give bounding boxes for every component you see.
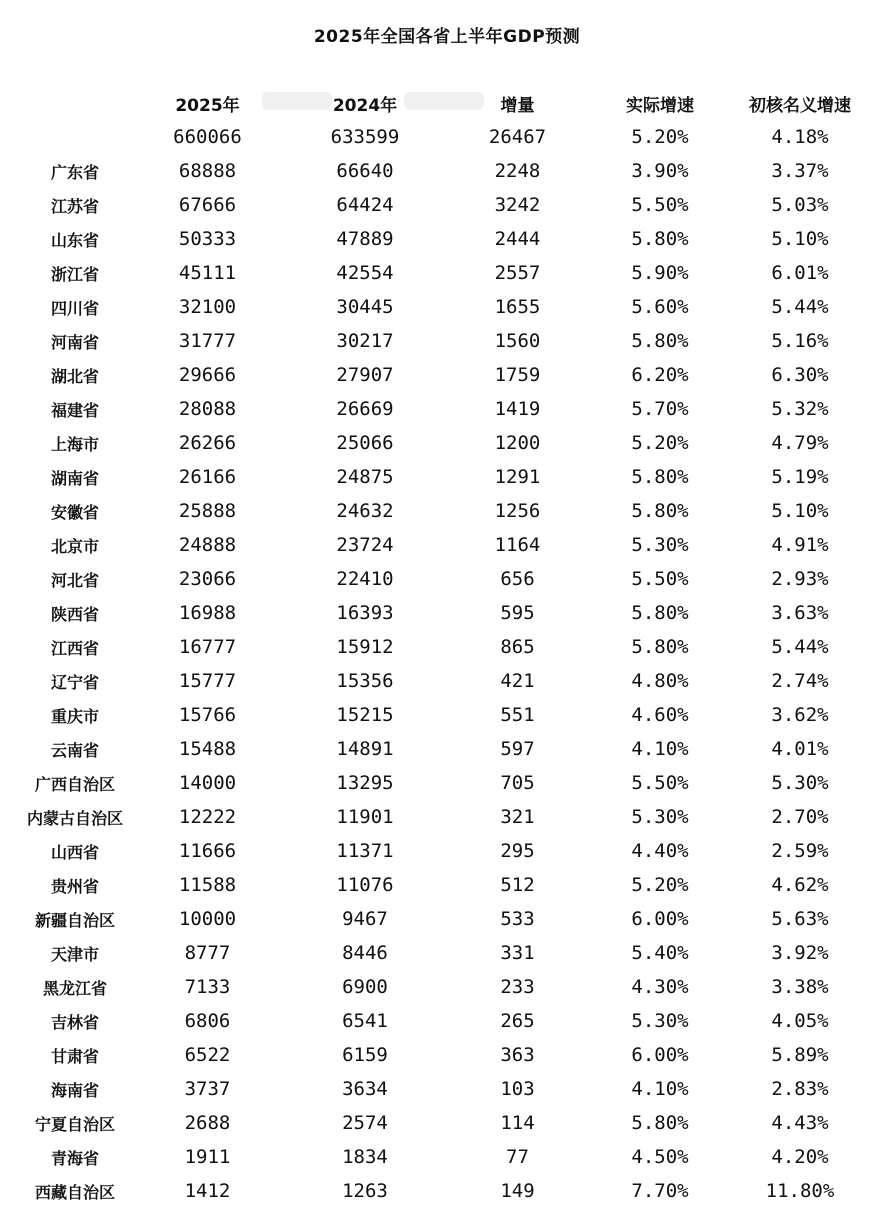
gdp-2025: 15766 (178, 704, 237, 726)
gdp-increase: 233 (500, 976, 535, 998)
region-name: 贵州省 (50, 876, 99, 896)
gdp-2025: 11588 (178, 874, 237, 896)
real-growth: 5.80% (631, 602, 689, 624)
gdp-2025: 11666 (178, 840, 237, 862)
real-growth: 4.30% (631, 976, 689, 998)
gdp-2024: 6159 (342, 1044, 388, 1066)
nominal-growth: 6.30% (771, 364, 829, 386)
region-name: 甘肃省 (50, 1046, 99, 1066)
table-row (20, 1004, 870, 1038)
table-row (20, 868, 870, 902)
region-name: 辽宁省 (50, 672, 99, 692)
real-growth: 5.80% (631, 330, 689, 352)
gdp-increase: 3242 (494, 194, 541, 216)
gdp-2024: 9467 (342, 908, 388, 930)
total-name (20, 120, 130, 154)
table-row (20, 290, 870, 324)
table-row (20, 154, 870, 188)
total-increase: 26467 (488, 126, 547, 148)
gdp-increase: 595 (500, 602, 535, 624)
real-growth: 5.30% (631, 1010, 689, 1032)
region-name: 山西省 (50, 842, 99, 862)
total-row (20, 120, 870, 154)
region-name: 湖南省 (50, 468, 99, 488)
nominal-growth: 3.38% (771, 976, 829, 998)
nominal-growth: 2.70% (771, 806, 829, 828)
gdp-increase: 331 (500, 942, 535, 964)
gdp-2024: 2574 (342, 1112, 388, 1134)
region-name: 江西省 (50, 638, 99, 658)
gdp-increase: 114 (500, 1112, 535, 1134)
real-growth: 4.10% (631, 738, 689, 760)
gdp-2025: 67666 (178, 194, 237, 216)
gdp-increase: 512 (500, 874, 535, 896)
gdp-increase: 1200 (494, 432, 541, 454)
gdp-2025: 31777 (178, 330, 237, 352)
real-growth: 4.40% (631, 840, 689, 862)
nominal-growth: 5.44% (771, 636, 829, 658)
gdp-2024: 30217 (336, 330, 394, 352)
real-growth: 5.60% (631, 296, 689, 318)
gdp-2024: 6900 (342, 976, 388, 998)
gdp-2024: 15215 (336, 704, 394, 726)
table-row (20, 188, 870, 222)
region-name: 天津市 (50, 944, 99, 964)
table-row (20, 1140, 870, 1174)
gdp-increase: 363 (500, 1044, 535, 1066)
region-name: 陕西省 (50, 604, 99, 624)
region-name: 北京市 (50, 536, 99, 556)
real-growth: 4.80% (631, 670, 689, 692)
gdp-2024: 13295 (336, 772, 394, 794)
page-title: 2025年全国各省上半年GDP预测 (313, 27, 581, 47)
gdp-increase: 2444 (494, 228, 541, 250)
nominal-growth: 2.74% (771, 670, 829, 692)
gdp-increase: 533 (500, 908, 535, 930)
table-row (20, 358, 870, 392)
table-row (20, 630, 870, 664)
real-growth: 6.20% (631, 364, 689, 386)
region-name: 山东省 (50, 230, 99, 250)
gdp-2024: 27907 (336, 364, 394, 386)
gdp-2024: 23724 (336, 534, 394, 556)
gdp-2025: 24888 (178, 534, 237, 556)
nominal-growth: 4.01% (771, 738, 829, 760)
gdp-2024: 64424 (336, 194, 394, 216)
gdp-increase: 865 (500, 636, 535, 658)
region-name: 青海省 (50, 1148, 99, 1168)
gdp-increase: 656 (500, 568, 535, 590)
real-growth: 6.00% (631, 1044, 689, 1066)
region-name: 重庆市 (50, 706, 99, 726)
gdp-increase: 597 (500, 738, 535, 760)
table-row (20, 664, 870, 698)
region-name: 安徽省 (50, 502, 99, 522)
gdp-2024: 42554 (336, 262, 394, 284)
table-row (20, 1072, 870, 1106)
nominal-growth: 4.05% (771, 1010, 829, 1032)
gdp-increase: 149 (500, 1180, 535, 1202)
gdp-increase: 1560 (494, 330, 541, 352)
table-row (20, 1106, 870, 1140)
real-growth: 5.30% (631, 806, 689, 828)
header-row (20, 86, 870, 120)
table-row (20, 1038, 870, 1072)
gdp-2024: 15356 (336, 670, 394, 692)
nominal-growth: 5.16% (771, 330, 829, 352)
gdp-increase: 1164 (494, 534, 541, 556)
nominal-growth: 4.20% (771, 1146, 829, 1168)
table-row (20, 392, 870, 426)
nominal-growth: 5.30% (771, 772, 829, 794)
gdp-2025: 1412 (184, 1180, 231, 1202)
real-growth: 5.90% (631, 262, 689, 284)
gdp-2024: 1834 (342, 1146, 388, 1168)
real-growth: 4.10% (631, 1078, 689, 1100)
gdp-2024: 14891 (336, 738, 394, 760)
header-nominal-growth: 初核名义增速 (749, 95, 851, 116)
total-2025: 660066 (173, 126, 242, 148)
real-growth: 5.20% (631, 874, 689, 896)
gdp-increase: 265 (500, 1010, 535, 1032)
gdp-2024: 66640 (336, 160, 394, 182)
nominal-growth: 5.32% (771, 398, 829, 420)
gdp-2025: 28088 (178, 398, 237, 420)
table-row (20, 1174, 870, 1208)
gdp-2024: 6541 (342, 1010, 388, 1032)
table-row (20, 800, 870, 834)
gdp-increase: 2248 (494, 160, 541, 182)
gdp-2025: 14000 (178, 772, 237, 794)
gdp-2024: 8446 (342, 942, 388, 964)
nominal-growth: 3.62% (771, 704, 829, 726)
table-row (20, 596, 870, 630)
table-row (20, 324, 870, 358)
nominal-growth: 4.79% (771, 432, 829, 454)
real-growth: 5.30% (631, 534, 689, 556)
header-2024: 2024年 (332, 95, 398, 116)
gdp-2025: 10000 (178, 908, 237, 930)
real-growth: 5.20% (631, 432, 689, 454)
real-growth: 4.50% (631, 1146, 689, 1168)
region-name: 云南省 (50, 740, 99, 760)
nominal-growth: 3.92% (771, 942, 829, 964)
gdp-table (20, 86, 870, 1208)
table-row (20, 426, 870, 460)
gdp-2024: 47889 (336, 228, 394, 250)
table-row (20, 562, 870, 596)
total-2024: 633599 (330, 126, 400, 148)
nominal-growth: 3.37% (771, 160, 829, 182)
real-growth: 6.00% (631, 908, 689, 930)
table-row (20, 494, 870, 528)
nominal-growth: 5.03% (771, 194, 829, 216)
gdp-2025: 50333 (178, 228, 237, 250)
nominal-growth: 2.59% (771, 840, 829, 862)
gdp-2024: 24875 (336, 466, 394, 488)
nominal-growth: 5.89% (771, 1044, 829, 1066)
gdp-2025: 26166 (178, 466, 237, 488)
region-name: 江苏省 (50, 196, 99, 216)
gdp-2024: 15912 (336, 636, 394, 658)
nominal-growth: 5.10% (771, 228, 829, 250)
gdp-increase: 1256 (494, 500, 541, 522)
real-growth: 5.80% (631, 1112, 689, 1134)
region-name: 吉林省 (50, 1012, 99, 1032)
real-growth: 5.70% (631, 398, 689, 420)
nominal-growth: 4.91% (771, 534, 829, 556)
gdp-increase: 1291 (494, 466, 541, 488)
nominal-growth: 11.80% (765, 1180, 835, 1202)
gdp-increase: 1655 (494, 296, 541, 318)
region-name: 浙江省 (50, 264, 99, 284)
gdp-increase: 1419 (494, 398, 541, 420)
region-name: 黑龙江省 (42, 978, 107, 998)
gdp-2025: 32100 (178, 296, 237, 318)
nominal-growth: 4.62% (771, 874, 829, 896)
region-name: 新疆自治区 (34, 910, 115, 930)
region-name: 内蒙古自治区 (26, 808, 123, 828)
real-growth: 5.80% (631, 500, 689, 522)
gdp-2024: 3634 (342, 1078, 388, 1100)
gdp-2025: 7133 (184, 976, 231, 998)
header-region (20, 86, 130, 120)
gdp-2024: 11371 (336, 840, 394, 862)
gdp-increase: 77 (506, 1146, 529, 1168)
header-2025: 2025年 (175, 95, 240, 116)
gdp-2025: 68888 (178, 160, 237, 182)
gdp-2025: 25888 (178, 500, 237, 522)
gdp-2024: 11901 (336, 806, 394, 828)
table-row (20, 256, 870, 290)
gdp-increase: 321 (500, 806, 535, 828)
gdp-2025: 15777 (178, 670, 237, 692)
gdp-2024: 30445 (336, 296, 394, 318)
gdp-2025: 3737 (184, 1078, 231, 1100)
table-row (20, 834, 870, 868)
region-name: 河南省 (50, 332, 99, 352)
region-name: 河北省 (50, 570, 99, 590)
region-name: 广西自治区 (34, 774, 115, 794)
gdp-increase: 421 (500, 670, 535, 692)
region-name: 四川省 (50, 298, 99, 318)
total-real-growth: 5.20% (631, 126, 689, 148)
nominal-growth: 2.93% (771, 568, 829, 590)
real-growth: 5.80% (631, 636, 689, 658)
gdp-increase: 705 (500, 772, 535, 794)
gdp-2025: 23066 (178, 568, 237, 590)
real-growth: 5.50% (631, 568, 689, 590)
table-row (20, 222, 870, 256)
table-row (20, 902, 870, 936)
nominal-growth: 6.01% (771, 262, 829, 284)
gdp-2025: 45111 (178, 262, 237, 284)
gdp-2024: 26669 (336, 398, 394, 420)
nominal-growth: 4.43% (771, 1112, 829, 1134)
real-growth: 5.50% (631, 772, 689, 794)
gdp-2024: 24632 (336, 500, 394, 522)
gdp-increase: 1759 (494, 364, 541, 386)
gdp-2024: 22410 (336, 568, 394, 590)
region-name: 广东省 (50, 162, 99, 182)
table-row (20, 970, 870, 1004)
real-growth: 5.80% (631, 228, 689, 250)
table-row (20, 732, 870, 766)
gdp-2025: 2688 (184, 1112, 231, 1134)
gdp-increase: 103 (500, 1078, 535, 1100)
gdp-2025: 29666 (178, 364, 237, 386)
gdp-2025: 16777 (178, 636, 237, 658)
table-row (20, 698, 870, 732)
real-growth: 5.40% (631, 942, 689, 964)
region-name: 上海市 (50, 434, 99, 454)
table-row (20, 766, 870, 800)
gdp-2025: 6806 (184, 1010, 231, 1032)
region-name: 湖北省 (50, 366, 99, 386)
region-name: 福建省 (50, 400, 99, 420)
header-real-growth: 实际增速 (626, 95, 694, 116)
nominal-growth: 5.19% (771, 466, 829, 488)
gdp-2024: 11076 (336, 874, 394, 896)
nominal-growth: 5.44% (771, 296, 829, 318)
gdp-2025: 1911 (184, 1146, 231, 1168)
table-row (20, 936, 870, 970)
real-growth: 7.70% (631, 1180, 689, 1202)
gdp-2025: 12222 (178, 806, 237, 828)
gdp-increase: 295 (500, 840, 535, 862)
gdp-2025: 15488 (178, 738, 237, 760)
real-growth: 5.50% (631, 194, 689, 216)
region-name: 海南省 (50, 1080, 99, 1100)
region-name: 西藏自治区 (34, 1182, 115, 1202)
gdp-2024: 1263 (342, 1180, 388, 1202)
gdp-2025: 16988 (178, 602, 237, 624)
nominal-growth: 5.10% (771, 500, 829, 522)
nominal-growth: 2.83% (771, 1078, 829, 1100)
header-increase: 增量 (500, 95, 535, 116)
gdp-2024: 16393 (336, 602, 394, 624)
table-row (20, 528, 870, 562)
gdp-2024: 25066 (336, 432, 394, 454)
gdp-2025: 6522 (184, 1044, 231, 1066)
gdp-increase: 551 (500, 704, 535, 726)
nominal-growth: 5.63% (771, 908, 829, 930)
real-growth: 3.90% (631, 160, 689, 182)
real-growth: 5.80% (631, 466, 689, 488)
table-row (20, 460, 870, 494)
gdp-2025: 8777 (184, 942, 231, 964)
gdp-2025: 26266 (178, 432, 237, 454)
nominal-growth: 3.63% (771, 602, 829, 624)
gdp-increase: 2557 (494, 262, 541, 284)
region-name: 宁夏自治区 (34, 1114, 115, 1134)
real-growth: 4.60% (631, 704, 689, 726)
total-nominal-growth: 4.18% (771, 126, 829, 148)
